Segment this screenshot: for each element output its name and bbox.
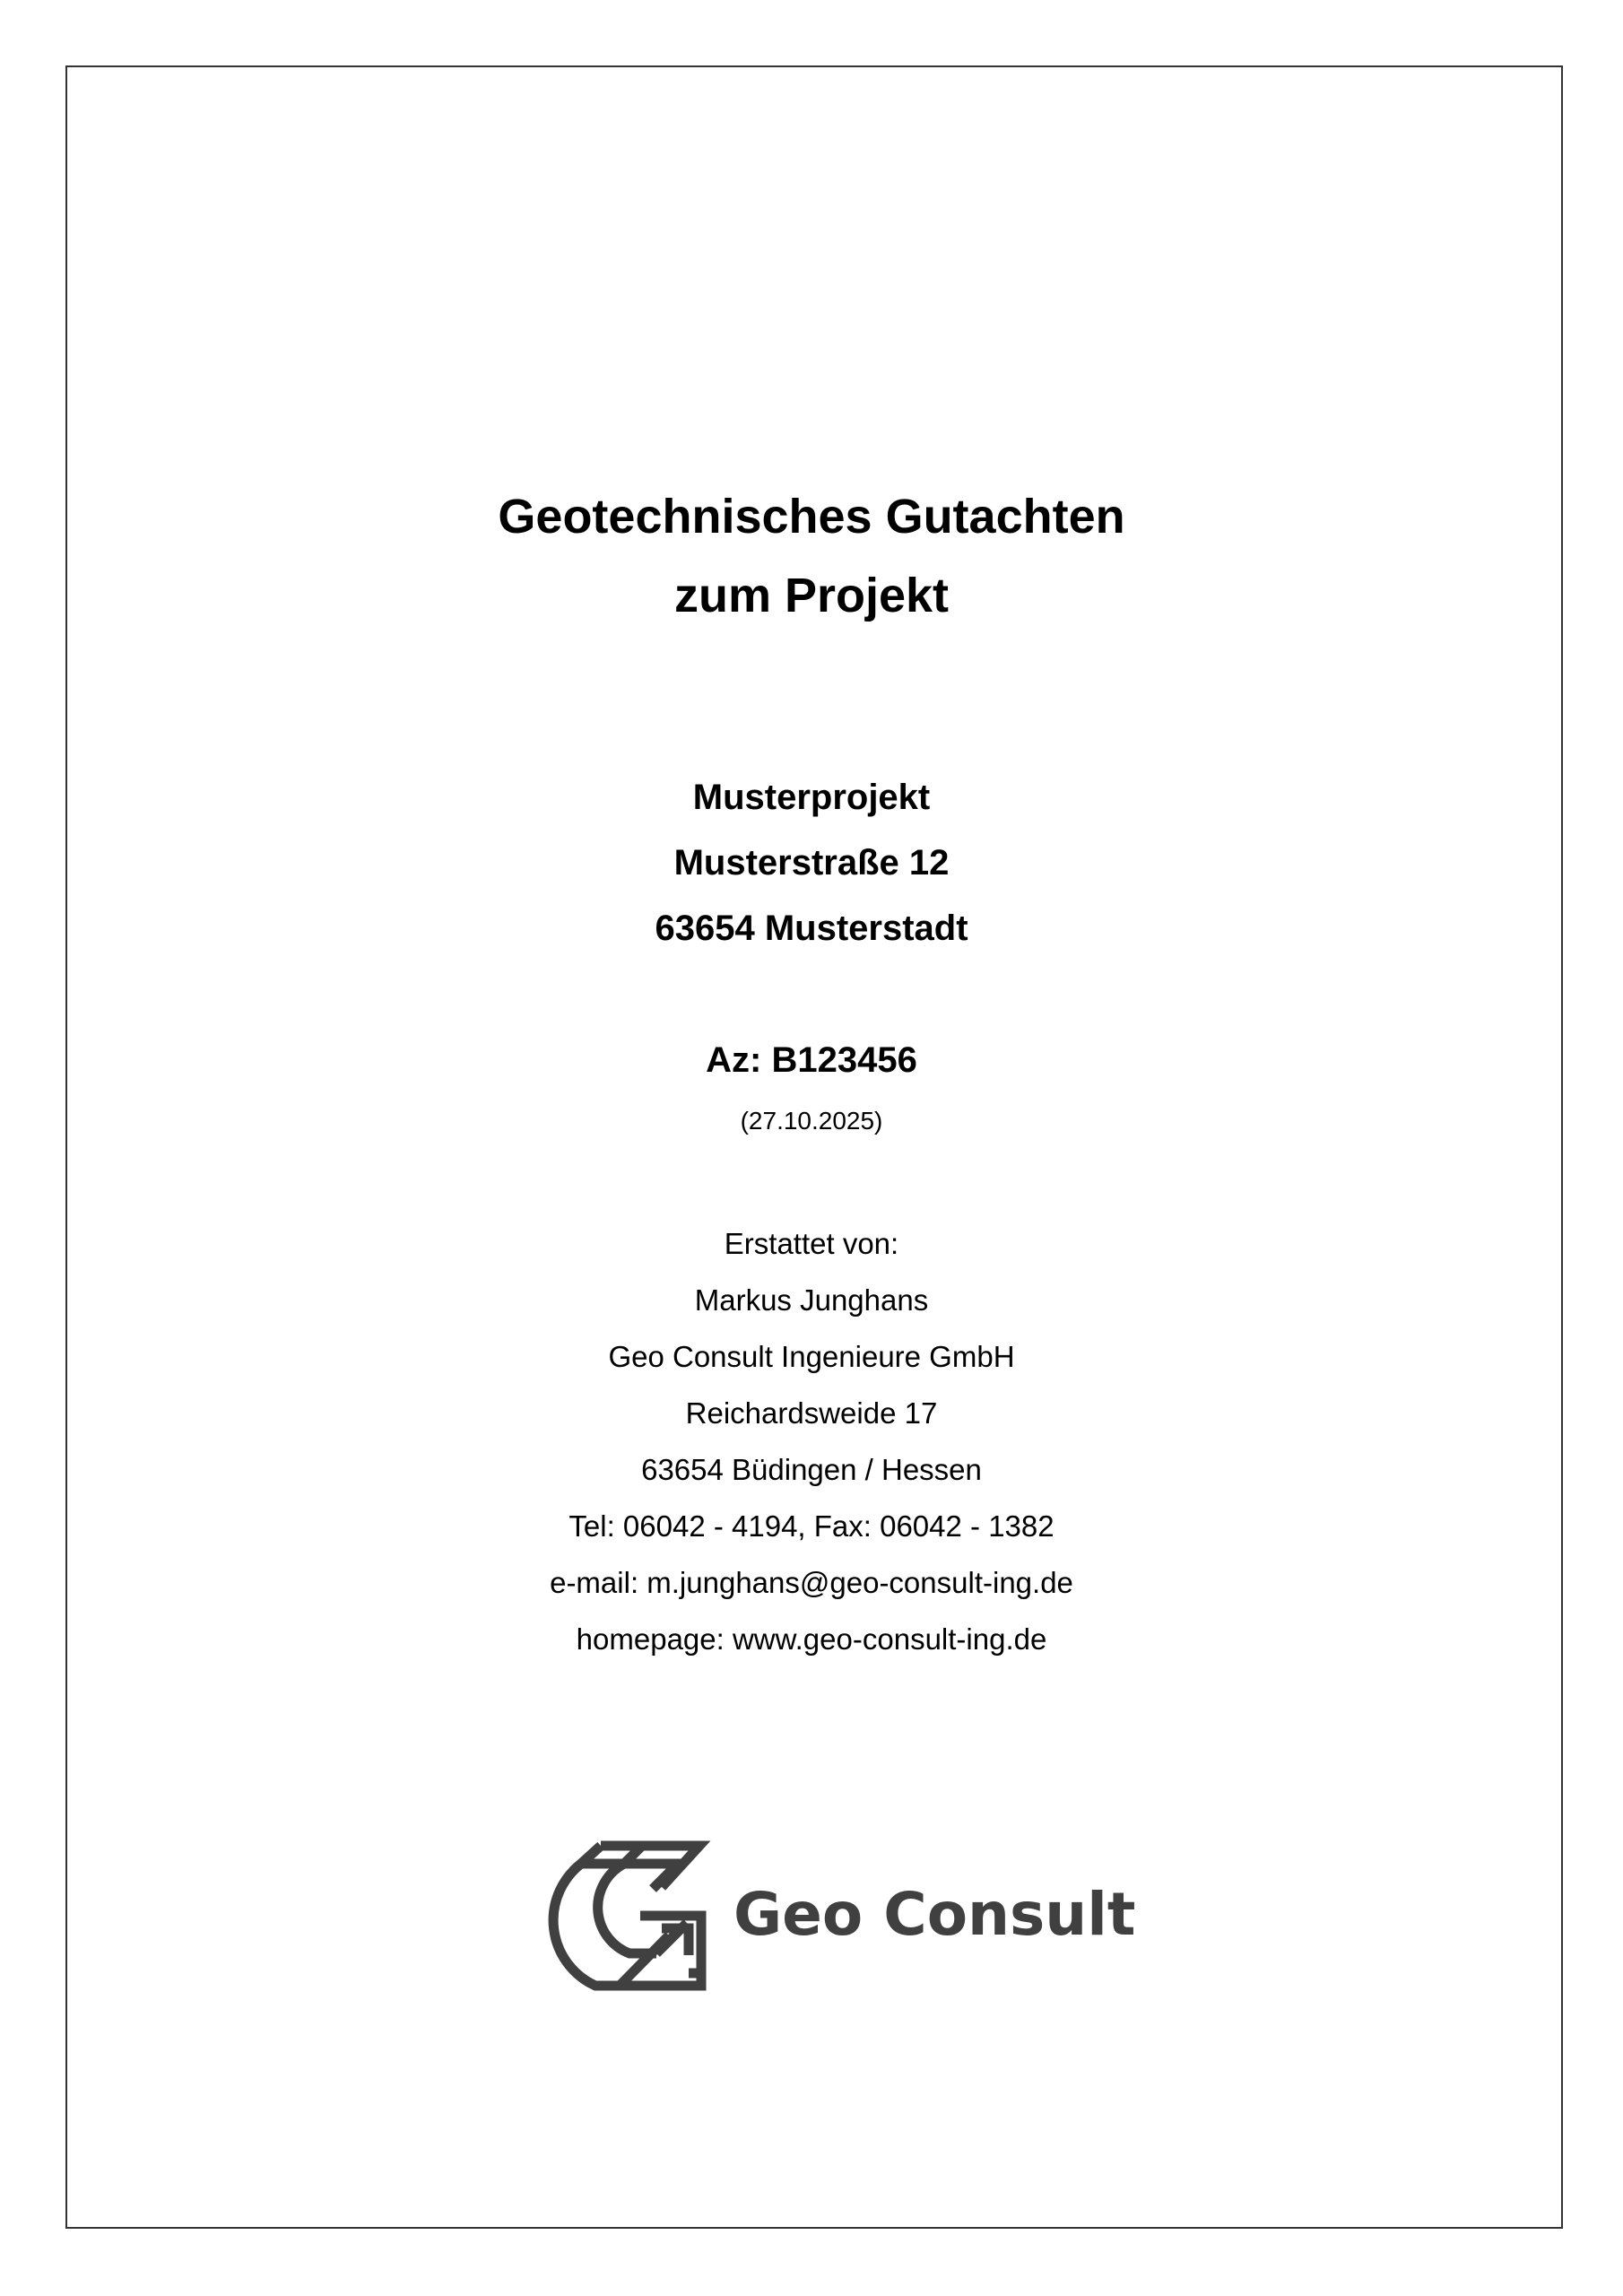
author-label: Erstattet von: — [724, 1227, 899, 1260]
project-name: Musterprojekt — [692, 778, 931, 817]
title-line-1: Geotechnisches Gutachten — [498, 490, 1125, 544]
author-phone: Tel: 06042 - 4194, Fax: 06042 - 1382 — [568, 1509, 1055, 1543]
author-name: Markus Junghans — [694, 1283, 929, 1317]
author-street: Reichardsweide 17 — [685, 1396, 938, 1430]
author-homepage: homepage: www.geo-consult-ing.de — [576, 1622, 1047, 1656]
title-line-2: zum Projekt — [673, 569, 950, 622]
document-date: (27.10.2025) — [740, 1107, 883, 1135]
author-block — [0, 1215, 1623, 1667]
reference-number: Az: B123456 — [706, 1040, 917, 1080]
project-address — [0, 765, 1623, 961]
project-street: Musterstraße 12 — [673, 843, 950, 883]
geo-consult-g-arrow-icon — [543, 1830, 723, 2000]
author-email: e-mail: m.junghans@geo-consult-ing.de — [550, 1566, 1073, 1599]
logo-wordmark: Geo Consult — [733, 1880, 1136, 1949]
author-city: 63654 Büdingen / Hessen — [641, 1453, 982, 1486]
document-title — [0, 477, 1623, 635]
geo-consult-logo — [543, 1830, 1136, 2000]
author-company: Geo Consult Ingenieure GmbH — [608, 1340, 1015, 1373]
project-city: 63654 Musterstadt — [655, 909, 968, 948]
